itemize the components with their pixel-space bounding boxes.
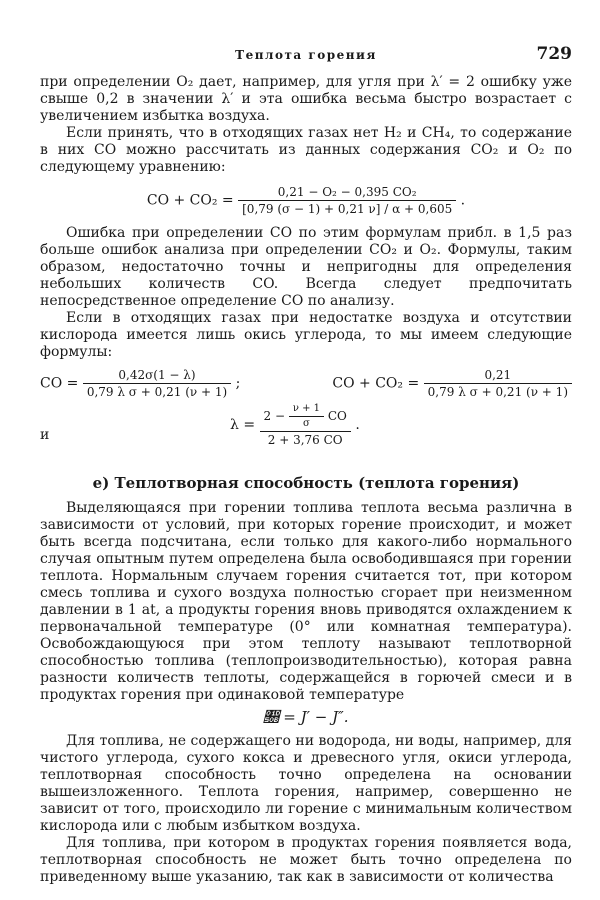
- equation-pair: [40, 369, 572, 398]
- paragraph-6: Для топлива, не содержащего ни водорода, ни воды, например, для чистого углерода, сухого кокса и древесного угля, окиси углерода, теплотворная способность точно определена на основании вышеизложенного. Теплота горения, например, совершенно не зависит от того, происходило ли горение с минимальным количеством кислорода или с любым избытком воздуха.: [40, 733, 572, 834]
- page-body: [40, 74, 572, 886]
- inner-numerator: ν + 1: [292, 403, 321, 414]
- fraction: [238, 186, 456, 215]
- paragraph-3: Ошибка при определении CO по этим формулам прибл. в 1,5 раз больше ошибок анализа при определении CO₂ и O₂. Формулы, таким образом, недостаточно точны и непригодны для определения небольших количеств CO. Всегда следует предпочитать непосредственное определение CO по анализу.: [40, 225, 572, 309]
- equation-lhs: CO =: [40, 375, 79, 392]
- paragraph-2: Если принять, что в отходящих газах нет H₂ и CH₄, то содержание в них CO можно рассчитать из данных содержания CO₂ и O₂ по следующему уравнению:: [40, 125, 572, 175]
- page-number: 729: [536, 44, 572, 64]
- numerator-suffix: CO: [327, 409, 347, 423]
- paragraph-5: Выделяющаяся при горении топлива теплота весьма различна в зависимости от условий, при которых горение происходит, и может быть всегда подсчитана, если только для какого-либо нормального случая опытным путем определена была освободившаяся при горении теплота. Нормальным случаем горения считается тот, при котором смесь топлива и сухого воздуха полностью сгорает при неизменном давлении в 1 at, а продукты горения вновь приводятся охлаждением к первоначальной температуре (0° или комнатная температура). Освобождающуюся при этом теплоту называют теплотворной способностью топлива (теплопроизводительностью), которая равна разности количеств теплоты, содержащейся в горючей смеси и в продуктах горения при одинаковой температуре: [40, 500, 572, 703]
- lambda-formula: [230, 404, 360, 446]
- conjunction: и: [40, 427, 50, 443]
- fraction: [83, 369, 231, 398]
- page-header: [40, 44, 572, 68]
- equation-co: [40, 369, 240, 398]
- numerator: [260, 404, 351, 431]
- page: [40, 0, 572, 900]
- inner-fraction: [289, 404, 324, 429]
- numerator: 0,42σ(1 − λ): [118, 368, 196, 382]
- paragraph-4: Если в отходящих газах при недостатке воздуха и отсутствии кислорода имеется лишь окись углерода, то мы имеем следующие формулы:: [40, 310, 572, 360]
- running-head: Теплота горения: [235, 48, 377, 62]
- equation-lhs: CO + CO₂ =: [332, 375, 420, 392]
- equation-co-co2: [40, 186, 572, 215]
- numerator: 0,21: [484, 368, 512, 382]
- denominator: 0,79 λ σ + 0,21 (ν + 1): [424, 383, 572, 398]
- equation-tail: .: [460, 192, 466, 209]
- denominator: [0,79 (σ − 1) + 0,21 ν] / α + 0,605: [238, 200, 456, 215]
- equation-heat-value: 𝔋 = J′ − J″.: [263, 708, 349, 726]
- denominator: 0,79 λ σ + 0,21 (ν + 1): [83, 383, 231, 398]
- equation-lambda: [40, 404, 572, 466]
- numerator: 0,21 − O₂ − 0,395 CO₂: [277, 185, 417, 199]
- denominator: 2 + 3,76 CO: [260, 431, 351, 446]
- numerator-prefix: 2 −: [263, 409, 286, 423]
- fraction: [260, 404, 351, 446]
- paragraph-1: при определении O₂ дает, например, для угля при λ′ = 2 ошибку уже свыше 0,2 в значении λ′ и эта ошибка весьма быстро возрастает с увеличением избытка воздуха.: [40, 74, 572, 124]
- equation-lhs: λ =: [230, 417, 256, 433]
- section-heading: е) Теплотворная способность (теплота горения): [92, 474, 520, 492]
- fraction: [424, 369, 572, 398]
- paragraph-7: Для топлива, при котором в продуктах горения появляется вода, теплотворная способность не может быть точно определена по приведенному выше указанию, так как в зависимости от количества: [40, 835, 572, 885]
- equation-lhs: CO + CO₂ =: [146, 192, 234, 209]
- equation-tail: ;: [235, 375, 241, 392]
- equation-co-plus-co2: [332, 369, 572, 398]
- equation-tail: .: [355, 417, 360, 433]
- inner-denominator: σ: [289, 416, 324, 429]
